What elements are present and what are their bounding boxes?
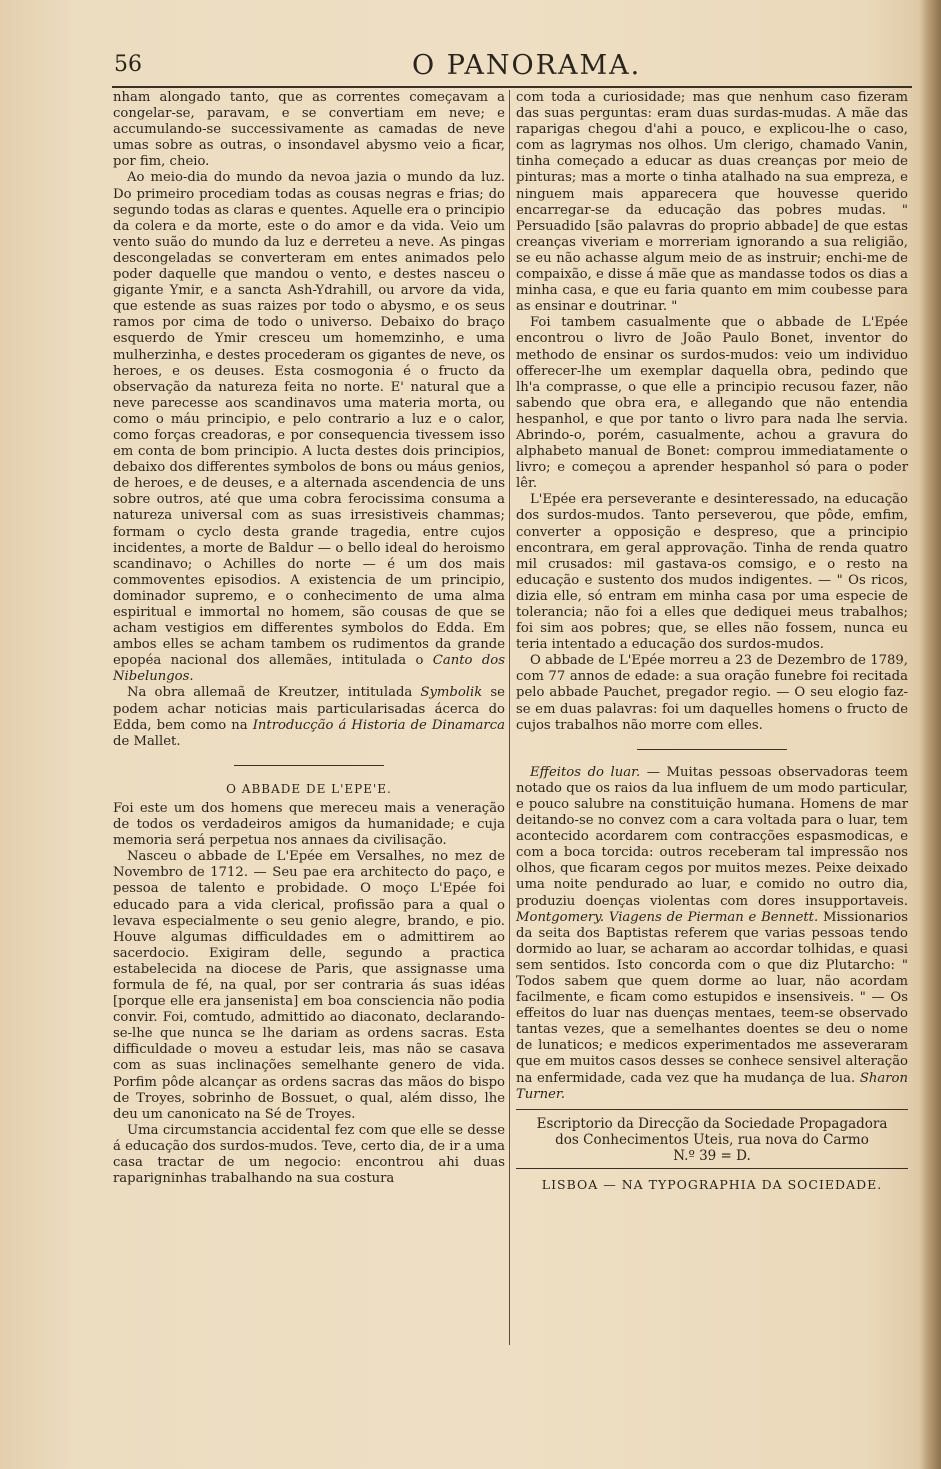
paragraph <box>113 685 505 749</box>
paragraph-text: — Muitas pessoas observadoras teem notado que os raios da lua influem de um modo particular, e pouco salubre na constituição humana. Homens de mar deitando-se no convez com a cara voltada para o luar, tem acontecido acordarem com contracções espasmodicas, e com a boca torcida: outros receberam tal impressão nos olhos, que ficaram cegos por muitos mezes. Peixe deixado uma noite pendurado ao luar, e comido no outro dia, produziu doenças violentas com dores insupportaveis. <box>516 764 908 909</box>
article-title: Effeitos do luar. <box>530 764 641 780</box>
paragraph <box>113 170 505 685</box>
work-title: Canto dos Nibelungos. <box>113 653 505 685</box>
paragraph-text: Ao meio-dia do mundo da nevoa jazia o mundo da luz. Do primeiro procediam todas as cousas negras e frias; do segundo todas as claras e quentes. Aquelle era o principio da colera e da morte, este o do amor e da vida. Veio um vento suão do mundo da luz e derreteu a neve. As pingas descongeladas se converteram em entes animados pelo poder daquelle que mandou o vento, e destes nasceu o gigante Ymir, e a sancta Ash-Ydrahill, ou arvore da vida, que estende as suas raizes por todo o abysmo, e os seus ramos por cima de todo o universo. Debaixo do braço esquerdo de Ymir cresceu um homemzinho, e uma mulherzinha, e destes procederam os gigantes de neve, os heroes, e os deuses. Esta cosmogonia é o fructo da observação da natureza feita no norte. E' natural que a neve parecesse aos scandinavos uma materia morta, ou como o máu principio, e pelo contrario a luz e o calor, como forças creadoras, e por consequencia tivessem isso em conta de bom principio. A lucta destes dois principios, debaixo dos differentes symbolos de bons ou máus genios, de heroes, e de deuses, e a alternada ascendencia de uns sobre outros, até que uma cobra ferocissima consuma a natureza universal com as suas irresistiveis chammas; formam o cyclo desta grande tragedia, entre cujos incidentes, a morte de Baldur — o bello ideal do heroismo scandinavo; o Achilles do norte — é um dos mais commoventes episodios. A existencia de um principio, dominador supremo, e o conhecimento de uma alma espiritual e immortal no homem, são cousas de que se acham vestigios em differentes symbolos do Edda. Em ambos elles se acham tambem os rudimentos da grande epopéa nacional dos allemães, intitulada o <box>113 170 505 669</box>
left-column <box>113 90 505 1187</box>
paragraph-text: Na obra allemaã de Kreutzer, intitulada <box>127 685 413 701</box>
column-divider <box>509 90 510 1345</box>
paragraph-text: de Mallet. <box>113 733 181 749</box>
page-edge-shadow <box>919 0 941 1469</box>
imprint-rule <box>516 1168 908 1169</box>
paragraph: L'Epée era perseverante e desinteressado, na educação dos surdos-mudos. Tanto perseverou, que pôde, emfim, converter a opposição e despreso, que a principio encontrara, em geral approvação. Tinha de renda quatro mil crusados: mil gastava-os comsigo, e o resto na educação e sustento dos mudos indigentes. — " Os ricos, dizia elle, só entram em minha casa por uma especie de tolerancia; não foi a elles que dediquei meus trabalhos; foi sim aos pobres; que, se elles não fossem, nunca eu teria intentado a educação dos surdos-mudos. <box>516 492 908 653</box>
imprint <box>516 1109 908 1193</box>
work-title: Symbolik <box>420 685 483 701</box>
page-header <box>112 48 912 84</box>
paragraph-text: Missionarios da seita dos Baptistas referem que varias pessoas tendo dormido ao luar, se acharam ao accordar tolhidas, e quasi sem sentidos. Isto concorda com o que diz Plutarcho: " Todos sabem que quem dorme ao luar, não acordam facilmente, e ficam como estupidos e insensiveis. " — Os effeitos do luar nas duenças mentaes, teem-se observado tantas vezes, que a semelhantes doentes se deu o nome de lunaticos; e medicos experimentados me asseveraram que em muitos casos desses se conhece sensivel alteração na enfermidade, cada vez que ha mudança de lua. <box>516 909 908 1086</box>
paragraph-text: se podem achar noticias mais particularisadas ácerca do Edda, bem como na <box>113 685 505 733</box>
paragraph: Foi este um dos homens que mereceu mais a veneração de todos os verdadeiros amigos da humanidade; e cuja memoria será perpetua nos annaes da civilisação. <box>113 800 505 849</box>
right-column <box>516 90 908 1193</box>
work-title: Introducção á Historia de Dinamarca <box>252 717 505 733</box>
paragraph <box>516 765 908 1103</box>
imprint-line: Escriptorio da Direcção da Sociedade Propagadora <box>536 1115 888 1132</box>
publication-title: O PANORAMA. <box>412 50 642 81</box>
imprint-line: N.º 39 = D. <box>673 1147 751 1164</box>
imprint-line: dos Conhecimentos Uteis, rua nova do Carmo <box>555 1131 869 1148</box>
paragraph: nham alongado tanto, que as correntes começavam a congelar-se, paravam, e se convertiam em neve; e accumulando-se successivamente as camadas de neve umas sobre as outras, o insondavel abysmo veio a ficar, por fim, cheio. <box>113 90 505 170</box>
paragraph: O abbade de L'Epée morreu a 23 de Dezembro de 1789, com 77 annos de edade: a sua oração funebre foi recitada pelo abbade Pauchet, pregador regio. — O seu elogio faz-se em duas palavras: foi um daquelles homens o fructo de cujos trabalhos não morre com elles. <box>516 653 908 733</box>
paragraph: Foi tambem casualmente que o abbade de L'Epée encontrou o livro de João Paulo Bonet, inventor do methodo de ensinar os surdos-mudos: veio um individuo offerecer-lhe um exemplar daquella obra, pedindo que lh'a comprasse, o que elle a principio recusou fazer, não sabendo que obra era, e allegando que não entendia hespanhol, e que por tanto o livro para nada lhe servia. Abrindo-o, porém, casualmente, achou a gravura do alphabeto manual de Bonet: comprou immediatamente o livro; e começou a aprender hespanhol só para o poder lêr. <box>516 315 908 492</box>
header-rule <box>112 86 912 88</box>
paragraph: com toda a curiosidade; mas que nenhum caso fizeram das suas perguntas: eram duas surdas-mudas. A mãe das raparigas chegou d'ahi a pouco, e explicou-lhe o caso, com as lagrymas nos olhos. Um clerigo, chamado Vanin, tinha começado a educar as duas creanças por meio de pinturas; mas a morte o tinha atalhado na sua empreza, e ninguem mais apparecera que houvesse querido encarregar-se da educação das pobres mudas. " Persuadido [são palavras do proprio abbade] de que estas creanças viveriam e morreriam ignorando a sua religião, se eu não achasse algum meio de as instruir; enchi-me de compaixão, e disse á mãe que as mandasse todos os dias a minha casa, e que eu faria quanto em mim coubesse para as ensinar e doutrinar. " <box>516 90 908 315</box>
source-citation: Montgomery. Viagens de Pierman e Bennett. <box>516 909 819 925</box>
section-heading: O ABBADE DE L'EPE'E. <box>226 781 392 796</box>
imprint-rule <box>516 1109 908 1110</box>
source-citation: Sharon Turner. <box>516 1070 908 1102</box>
colophon: LISBOA — NA TYPOGRAPHIA DA SOCIEDADE. <box>541 1176 883 1192</box>
page-number: 56 <box>114 52 142 77</box>
section-rule <box>637 749 787 750</box>
section-rule <box>234 765 384 766</box>
paragraph: Uma circumstancia accidental fez com que elle se desse á educação dos surdos-mudos. Teve, certo dia, de ir a uma casa tractar de um negocio: encontrou ahi duas raparigninhas trabalhando na sua costura <box>113 1122 505 1187</box>
paragraph: Nasceu o abbade de L'Epée em Versalhes, no mez de Novembro de 1712. — Seu pae era architecto do paço, e pessoa de talento e probidade. O moço L'Epée foi educado para a vida clerical, profissão para a qual o levava especialmente o seu genio alegre, brando, e pio. Houve algumas difficuldades em o admittirem ao sacerdocio. Exigiram delle, segundo a practica estabelecida na diocese de Paris, que assignasse uma formula de fé, na qual, por ser contraria ás suas idéas [porque elle era jansenista] em boa consciencia não podia convir. Foi, comtudo, admittido ao diaconato, declarando-se-lhe que nunca se lhe dariam as ordens sacras. Esta difficuldade o moveu a estudar leis, mas não se casava com as suas inclinações semelhante genero de vida. Porfim pôde alcançar as ordens sacras das mãos do bispo de Troyes, sobrinho de Bossuet, o qual, além disso, lhe deu um canonicato na Sé de Troyes. <box>113 849 505 1122</box>
